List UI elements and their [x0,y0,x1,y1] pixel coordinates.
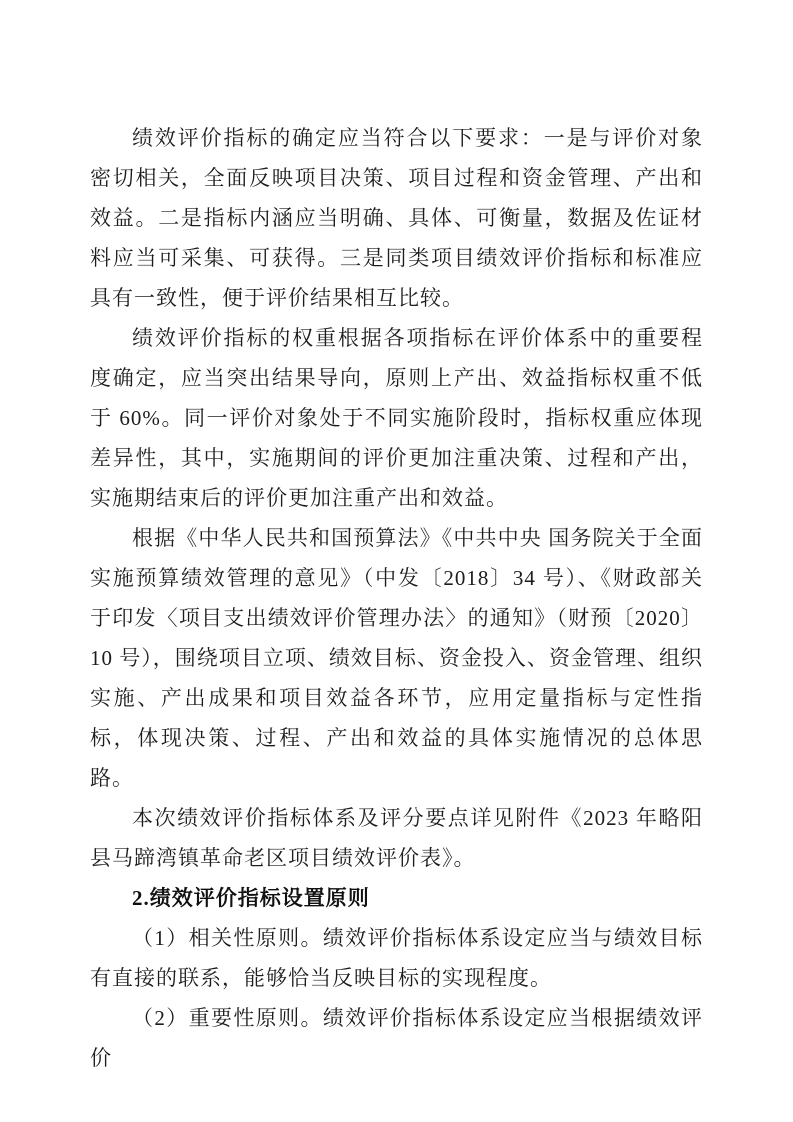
paragraph-legal-basis: 根据《中华人民共和国预算法》《中共中央 国务院关于全面实施预算绩效管理的意见》（中发〔2018〕34 号）、《财政部关于印发〈项目支出绩效评价管理办法〉的通知》（财预〔2020〕10 号），围绕项目立项、绩效目标、资金投入、资金管理、组织实施、产出成果和项目效益各环节，应用定量指标与定性指标，体现决策、过程、产出和效益的具体实施情况的总体思路。 [90,526,703,790]
section-heading-indicator-principles: 2.绩效评价指标设置原则 [132,886,370,910]
paragraph-principle-importance: （2）重要性原则。绩效评价指标体系设定应当根据绩效评价 [90,1006,703,1070]
paragraph-principle-relevance: （1）相关性原则。绩效评价指标体系设定应当与绩效目标有直接的联系，能够恰当反映目标的实现程度。 [90,926,703,990]
paragraph-indicator-weights: 绩效评价指标的权重根据各项指标在评价体系中的重要程度确定，应当突出结果导向，原则上产出、效益指标权重不低于 60%。同一评价对象处于不同实施阶段时，指标权重应体现差异性，其中，实施期间的评价更加注重决策、过程和产出，实施期结束后的评价更加注重产出和效益。 [90,326,703,510]
paragraph-appendix-reference: 本次绩效评价指标体系及评分要点详见附件《2023 年略阳县马蹄湾镇革命老区项目绩效评价表》。 [90,806,703,870]
paragraph-indicator-requirements: 绩效评价指标的确定应当符合以下要求：一是与评价对象密切相关，全面反映项目决策、项目过程和资金管理、产出和效益。二是指标内涵应当明确、具体、可衡量，数据及佐证材料应当可采集、可获得。三是同类项目绩效评价指标和标准应具有一致性，便于评价结果相互比较。 [90,126,703,310]
